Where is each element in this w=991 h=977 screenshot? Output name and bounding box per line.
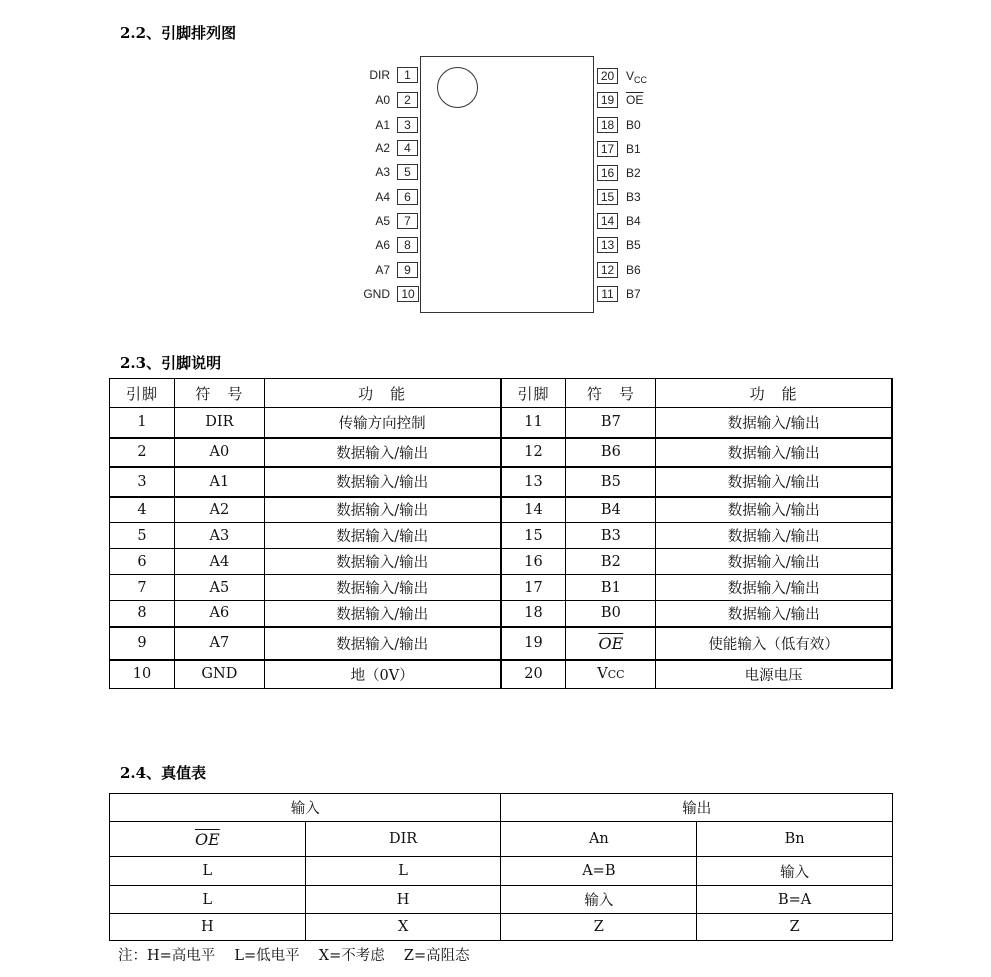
pin-label-left: A5	[375, 214, 390, 228]
cell-pin: 13	[501, 467, 566, 497]
cell-symbol: B0	[566, 601, 656, 627]
cell-symbol	[566, 627, 656, 660]
cell-oe: L	[110, 857, 306, 886]
cell-function: 数据输入/输出	[656, 497, 892, 523]
cell-symbol: B7	[566, 408, 656, 438]
cell-symbol: B2	[566, 549, 656, 575]
cell-function: 数据输入/输出	[656, 408, 892, 438]
pin-label-left: A6	[375, 238, 390, 252]
cell-pin: 6	[110, 549, 175, 575]
pin-label-left: A1	[375, 118, 390, 132]
cell-pin: 9	[110, 627, 175, 660]
cell-symbol: B4	[566, 497, 656, 523]
truth-header-row	[110, 822, 893, 857]
cell-symbol: A6	[174, 601, 264, 627]
pin-number-right: 11	[597, 286, 618, 302]
cell-pin: 17	[501, 575, 566, 601]
truth-group-row	[110, 794, 893, 822]
pin-label-left: GND	[363, 287, 390, 301]
pin-label-left: A3	[375, 165, 390, 179]
cell-bn: B=A	[697, 886, 893, 914]
pin-label-left: DIR	[369, 68, 390, 82]
cell-function: 数据输入/输出	[264, 497, 500, 523]
cell-dir: H	[305, 886, 501, 914]
cell-function: 传输方向控制	[264, 408, 500, 438]
table-row	[110, 523, 893, 549]
pin-label-right: B4	[626, 214, 641, 228]
table-row	[110, 497, 893, 523]
pin-number-right: 18	[597, 117, 618, 133]
cell-pin: 5	[110, 523, 175, 549]
cell-dir: X	[305, 914, 501, 941]
pin-number-left: 9	[397, 262, 418, 278]
cell-pin: 20	[501, 660, 566, 689]
table-row	[110, 886, 893, 914]
pin-number-left: 8	[397, 237, 418, 253]
pin-label-right: B1	[626, 142, 641, 156]
pin-label-right: B6	[626, 263, 641, 277]
pin-label-left: A7	[375, 263, 390, 277]
cell-oe: H	[110, 914, 306, 941]
cell-function: 使能输入（低有效）	[656, 627, 892, 660]
cell-function: 数据输入/输出	[656, 575, 892, 601]
oe-symbol: $\overline{OE}$	[598, 633, 624, 653]
pin-label-right	[626, 68, 647, 85]
pin-number-right: 16	[597, 165, 618, 181]
table-header-row	[110, 379, 893, 408]
pin-number-right: 19	[597, 92, 618, 108]
cell-pin: 10	[110, 660, 175, 689]
pin-number-left: 7	[397, 213, 418, 229]
cell-pin: 14	[501, 497, 566, 523]
cell-pin: 12	[501, 438, 566, 467]
group-output: 输出	[501, 794, 893, 822]
truth-table-note: 注：H=高电平 L=低电平 X=不考虑 Z=高阻态	[118, 948, 470, 964]
cell-symbol: A7	[174, 627, 264, 660]
vcc-subscript: CC	[607, 668, 625, 682]
cell-an: 输入	[501, 886, 697, 914]
pin-number-left: 2	[397, 92, 418, 108]
pin1-notch-circle	[437, 67, 478, 108]
cell-an: A=B	[501, 857, 697, 886]
cell-pin: 3	[110, 467, 175, 497]
pin-number-right: 12	[597, 262, 618, 278]
vcc-main: V	[626, 69, 635, 83]
oe-symbol: $\overline{OE}$	[194, 829, 220, 849]
cell-pin: 11	[501, 408, 566, 438]
cell-symbol: DIR	[174, 408, 264, 438]
table-row	[110, 438, 893, 467]
pin-number-left: 6	[397, 189, 418, 205]
table-row	[110, 857, 893, 886]
cell-symbol: B3	[566, 523, 656, 549]
vcc-main: V	[597, 666, 608, 683]
header-pin: 引脚	[501, 379, 566, 408]
cell-pin: 16	[501, 549, 566, 575]
cell-symbol: A2	[174, 497, 264, 523]
pin-label-right: B2	[626, 166, 641, 180]
cell-oe: L	[110, 886, 306, 914]
table-row	[110, 575, 893, 601]
pin-number-left: 1	[397, 67, 418, 83]
cell-pin: 15	[501, 523, 566, 549]
cell-pin: 18	[501, 601, 566, 627]
cell-dir: L	[305, 857, 501, 886]
pin-number-left: 10	[397, 286, 419, 302]
cell-symbol: A1	[174, 467, 264, 497]
pin-description-table	[109, 378, 893, 689]
section-title-truth-table: 2.4、真值表	[120, 764, 207, 782]
section-title-pinout: 2.2、引脚排列图	[120, 24, 237, 42]
pin-label-right: B5	[626, 238, 641, 252]
header-bn: Bn	[697, 822, 893, 857]
cell-pin: 2	[110, 438, 175, 467]
cell-function: 数据输入/输出	[264, 627, 500, 660]
cell-function: 地（0V）	[264, 660, 500, 689]
cell-symbol: A3	[174, 523, 264, 549]
cell-symbol: GND	[174, 660, 264, 689]
cell-function: 数据输入/输出	[656, 438, 892, 467]
header-function: 功 能	[656, 379, 892, 408]
pin-label-right: B7	[626, 287, 641, 301]
cell-function: 数据输入/输出	[656, 467, 892, 497]
pin-number-right: 13	[597, 237, 618, 253]
table-row	[110, 660, 893, 689]
pin-number-right: 15	[597, 189, 618, 205]
pin-number-left: 4	[397, 140, 418, 156]
pin-label-left: A4	[375, 190, 390, 204]
pin-number-right: 17	[597, 141, 618, 157]
cell-bn: Z	[697, 914, 893, 941]
table-row	[110, 601, 893, 627]
truth-table	[109, 793, 893, 941]
cell-function: 数据输入/输出	[264, 575, 500, 601]
table-row	[110, 627, 893, 660]
cell-an: Z	[501, 914, 697, 941]
cell-symbol: A5	[174, 575, 264, 601]
cell-pin: 1	[110, 408, 175, 438]
pin-number-left: 3	[397, 117, 418, 133]
cell-function: 数据输入/输出	[264, 601, 500, 627]
cell-symbol: B1	[566, 575, 656, 601]
cell-function: 数据输入/输出	[656, 601, 892, 627]
pin-label-left: A0	[375, 93, 390, 107]
header-an: An	[501, 822, 697, 857]
cell-function: 电源电压	[656, 660, 892, 689]
cell-function: 数据输入/输出	[656, 549, 892, 575]
pin-label-right: B3	[626, 190, 641, 204]
pin-label-right: B0	[626, 118, 641, 132]
section-title-pin-description: 2.3、引脚说明	[120, 354, 222, 372]
header-pin: 引脚	[110, 379, 175, 408]
table-row	[110, 408, 893, 438]
cell-pin: 8	[110, 601, 175, 627]
cell-bn: 输入	[697, 857, 893, 886]
header-function: 功 能	[264, 379, 500, 408]
table-row	[110, 467, 893, 497]
cell-pin: 4	[110, 497, 175, 523]
cell-function: 数据输入/输出	[656, 523, 892, 549]
cell-function: 数据输入/输出	[264, 549, 500, 575]
cell-symbol: B5	[566, 467, 656, 497]
cell-symbol: A0	[174, 438, 264, 467]
table-row	[110, 549, 893, 575]
header-symbol: 符 号	[566, 379, 656, 408]
vcc-subscript: CC	[634, 75, 648, 85]
cell-symbol: B6	[566, 438, 656, 467]
cell-function: 数据输入/输出	[264, 467, 500, 497]
cell-function: 数据输入/输出	[264, 438, 500, 467]
cell-function: 数据输入/输出	[264, 523, 500, 549]
pin-label-left: A2	[375, 141, 390, 155]
pin-number-right: 14	[597, 213, 618, 229]
header-dir: DIR	[305, 822, 501, 857]
cell-symbol: A4	[174, 549, 264, 575]
cell-pin: 7	[110, 575, 175, 601]
pin-label-right: $\overline{OE}$	[626, 93, 644, 107]
cell-pin: 19	[501, 627, 566, 660]
header-oe	[110, 822, 306, 857]
pin-number-left: 5	[397, 164, 418, 180]
table-row	[110, 914, 893, 941]
cell-symbol	[566, 660, 656, 689]
group-input: 输入	[110, 794, 501, 822]
header-symbol: 符 号	[174, 379, 264, 408]
pin-number-right: 20	[597, 68, 618, 84]
